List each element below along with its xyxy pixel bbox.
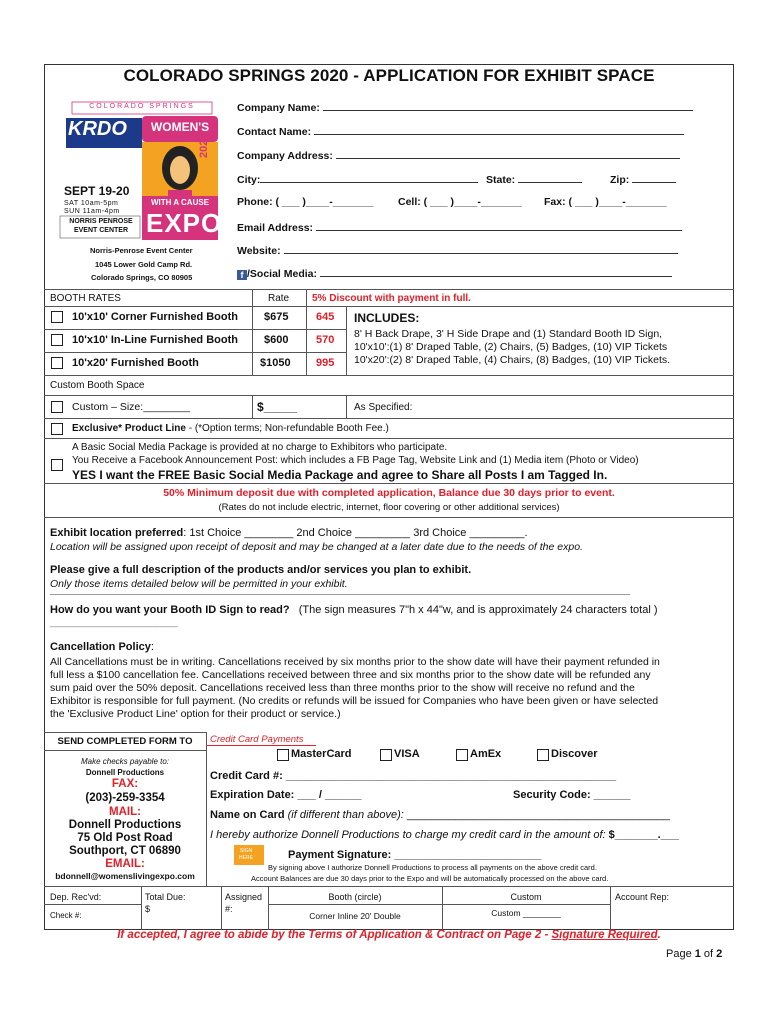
mail-address-3: Southport, CT 06890 — [69, 845, 181, 857]
city-field[interactable] — [237, 172, 478, 186]
custom-booth-checkbox[interactable] — [51, 401, 63, 413]
social-package-yes: YES I want the FREE Basic Social Media Package and agree to Share all Posts I am Tagged In. — [72, 468, 608, 482]
acceptance-period: . — [657, 929, 661, 941]
deposit-received: Dep. Rec'vd: — [50, 892, 102, 902]
exclusive-line-text — [72, 423, 389, 434]
location-preferred[interactable] — [50, 527, 528, 539]
city-label: City: — [237, 174, 261, 186]
booth-double-label: 10'x20' Furnished Booth — [72, 357, 199, 369]
includes-line-3: 10'x20':(2) 8' Draped Table, (4) Chairs, (8) Badges, (10) VIP Tickets. — [354, 354, 671, 366]
security-code-field[interactable]: Security Code: ______ — [513, 789, 631, 801]
cell-field[interactable]: Cell: ( ___ )____-_______ — [398, 196, 522, 208]
mail-heading: MAIL: — [109, 806, 141, 818]
custom-booth-size[interactable]: Custom – Size:________ — [72, 401, 190, 413]
cancellation-line-2: full less a $100 cancellation fee. Cancellations received between three and six months prior to the show date will be refunded any — [50, 669, 651, 681]
contact-name-field[interactable] — [237, 124, 684, 138]
logo-dates: SEPT 19-20 — [64, 184, 130, 198]
custom-booth-header: Custom Booth Space — [50, 380, 145, 391]
payment-signature-field[interactable]: Payment Signature: ________________________ — [288, 849, 542, 861]
booth-double-rate: $1050 — [260, 357, 291, 369]
mastercard-label: MasterCard — [291, 748, 352, 760]
description-blank-line[interactable] — [50, 594, 630, 595]
page-number — [666, 948, 722, 960]
acceptance-statement — [44, 929, 734, 941]
booth-circle-label: Booth (circle) — [328, 892, 382, 902]
total-due: Total Due: — [145, 892, 186, 902]
discount-header: 5% Discount with payment in full. — [312, 293, 471, 304]
rates-note: (Rates do not include electric, internet, floor covering or other additional services) — [218, 502, 560, 513]
description-note: Only those items detailed below will be permitted in your exhibit. — [50, 578, 348, 590]
social-package-checkbox[interactable] — [51, 459, 63, 471]
visa-checkbox[interactable] — [380, 749, 392, 761]
company-name-label: Company Name: — [237, 102, 320, 114]
name-on-card-label: Name on Card — [210, 809, 285, 821]
mail-address-2: 75 Old Post Road — [77, 832, 173, 844]
card-number-field[interactable]: Credit Card #: ______________________________________________________ — [210, 770, 617, 782]
name-on-card-note: (if different than above): — [284, 809, 404, 821]
signature-note-1: By signing above I authorize Donnell Productions to process all payments on the above credit card. — [268, 863, 597, 872]
checks-payable-label: Make checks payable to: — [80, 757, 170, 766]
cancellation-line-4: Exhibitor is responsible for full payment. (No credits or refunds will be issued for Companies who have been given or have selected — [50, 695, 659, 707]
exclusive-line-label: Exclusive* Product Line — [72, 423, 186, 434]
company-address-field[interactable] — [237, 148, 680, 162]
booth-double-discount: 995 — [316, 357, 335, 369]
booth-corner-discount: 645 — [316, 311, 335, 323]
booth-corner-rate: $675 — [264, 311, 289, 323]
booth-inline-label: 10'x10' In-Line Furnished Booth — [72, 334, 238, 346]
page-current: 1 — [694, 948, 701, 960]
cancellation-line-3: sum paid over the 50% deposit. Cancellations received less than three months prior to the show will receive no refund and the — [50, 682, 635, 694]
page-title: COLORADO SPRINGS 2020 - APPLICATION FOR EXHIBIT SPACE — [123, 66, 655, 85]
description-label: Please give a full description of the products and/or services you plan to exhibit. — [50, 564, 472, 576]
send-form-title: SEND COMPLETED FORM TO — [57, 736, 193, 747]
logo-with-a-cause: WITH A CAUSE — [150, 198, 210, 207]
mastercard-checkbox[interactable] — [277, 749, 289, 761]
includes-title: INCLUDES: — [354, 311, 420, 325]
logo-krdo: KRDO — [68, 118, 127, 140]
custom-booth-spec[interactable]: As Specified: — [354, 402, 413, 413]
company-name-field[interactable] — [237, 100, 693, 114]
exclusive-line-checkbox[interactable] — [51, 423, 63, 435]
booth-inline-rate: $600 — [264, 334, 289, 346]
logo-womens: WOMEN'S — [150, 120, 210, 134]
amex-label: AmEx — [470, 748, 502, 760]
facebook-icon: f — [237, 270, 247, 280]
sign-here-flag — [234, 845, 264, 865]
company-address-label: Company Address: — [237, 150, 333, 162]
page-total: 2 — [716, 948, 723, 960]
visa-label: VISA — [394, 748, 420, 760]
booth-sign-label: How do you want your Booth ID Sign to read? — [50, 604, 290, 616]
booth-sign-question — [50, 604, 657, 616]
phone-field[interactable]: Phone: ( ___ )____-_______ — [237, 196, 374, 208]
discover-checkbox[interactable] — [537, 749, 549, 761]
includes-line-2: 10'x10':(1) 8' Draped Table, (2) Chairs, (5) Badges, (10) VIP Tickets — [354, 341, 668, 353]
zip-label: Zip: — [610, 174, 630, 186]
check-number: Check #: — [50, 911, 82, 920]
expiration-field[interactable]: Expiration Date: ___ / ______ — [210, 789, 362, 801]
name-on-card-blank: ___________________________________________ — [403, 809, 670, 821]
office-custom-line: Custom ________ — [491, 908, 561, 918]
booth-sign-input[interactable]: _______________________ — [50, 617, 178, 628]
credit-card-title: Credit Card Payments — [210, 734, 304, 745]
social-media-label: /Social Media: — [247, 268, 318, 280]
discover-label: Discover — [551, 748, 598, 760]
email-label: Email Address: — [237, 222, 314, 234]
assigned-label: Assigned — [225, 892, 263, 902]
cancellation-line-5: the 'Exclusive Product Line' option for their product or service.) — [50, 708, 341, 720]
signature-required-link[interactable]: Signature Required — [551, 929, 658, 941]
booth-corner-label: 10'x10' Corner Furnished Booth — [72, 311, 238, 323]
account-rep: Account Rep: — [615, 892, 670, 902]
logo-year: 2020 — [198, 133, 210, 158]
assigned-number: #: — [225, 904, 233, 914]
email-heading: EMAIL: — [105, 858, 145, 870]
custom-booth-rate[interactable]: $_____ — [257, 400, 298, 414]
authorize-amount-field[interactable] — [210, 829, 679, 841]
venue-name: Norris-Penrose Event Center — [90, 246, 193, 255]
acceptance-text: If accepted, I agree to abide by the Terms of Application & Contract on Page 2 - — [117, 929, 552, 941]
logo-venue-line1: NORRIS PENROSE — [69, 218, 133, 225]
cancellation-title: Cancellation Policy — [50, 641, 151, 653]
page-of: of — [700, 948, 717, 960]
zip-field[interactable] — [610, 172, 676, 186]
social-media-field[interactable] — [237, 266, 672, 280]
logo-venue-line2: EVENT CENTER — [73, 227, 129, 234]
sign-here-text: SIGN HERE — [239, 848, 253, 861]
contact-name-label: Contact Name: — [237, 126, 312, 138]
social-package-line-2: You Receive a Facebook Announcement Post: which includes a FB Page Tag, Website Link and (1) Media item (Photo or Video) — [72, 455, 639, 466]
logo-expo: EXPO — [146, 208, 223, 238]
fax-number: (203)-259-3354 — [85, 792, 165, 804]
deposit-line: 50% Minimum deposit due with completed application, Balance due 30 days prior to event. — [163, 487, 615, 499]
email-field[interactable] — [237, 220, 682, 234]
booth-circle-options: Corner Inline 20' Double — [309, 911, 401, 921]
office-custom-label: Custom — [510, 892, 542, 902]
booth-rates-header: BOOTH RATES — [50, 293, 121, 304]
fax-field[interactable]: Fax: ( ___ )____-_______ — [544, 196, 667, 208]
location-label: Exhibit location preferred — [50, 527, 184, 539]
booth-sign-note: (The sign measures 7"h x 44"w, and is approximately 24 characters total ) — [298, 604, 658, 616]
name-on-card-field[interactable] — [210, 809, 670, 821]
cancellation-line-1: All Cancellations must be in writing. Cancellations received by six months prior to the show date will have their payment refunded in — [50, 656, 660, 668]
booth-double-checkbox[interactable] — [51, 357, 63, 369]
includes-line-1: 8' H Back Drape, 3' H Side Drape and (1) Standard Booth ID Sign, — [354, 328, 663, 340]
logo-sat-hours: SAT 10am-5pm — [64, 200, 119, 207]
website-label: Website: — [237, 245, 281, 257]
fax-heading: FAX: — [111, 778, 139, 790]
logo-sun-hours: SUN 11am-4pm — [64, 208, 120, 215]
location-note: Location will be assigned upon receipt of deposit and may be changed at a later date due to the needs of the expo. — [50, 541, 583, 553]
page-prefix: Page — [666, 948, 695, 960]
email-address-link[interactable]: bdonnell@womenslivingexpo.com — [55, 871, 195, 881]
amex-checkbox[interactable] — [456, 749, 468, 761]
website-field[interactable] — [237, 243, 678, 257]
logo-network: NETWORK — [80, 140, 126, 146]
mail-address-1: Donnell Productions — [68, 819, 182, 831]
authorize-amount: $_______.___ — [605, 829, 680, 841]
exclusive-line-terms: - (*Option terms; Non-refundable Booth Fee.) — [185, 423, 389, 434]
expo-logo — [58, 96, 224, 242]
cancellation-heading: Cancellation Policy: — [50, 641, 154, 653]
logo-banner: COLORADO SPRINGS — [89, 103, 195, 110]
social-package-line-1: A Basic Social Media Package is provided at no charge to Exhibitors who participate. — [72, 442, 448, 453]
signature-note-2: Account Balances are due 30 days prior to the Expo and will be automatically processed on the above card. — [251, 874, 609, 883]
checks-payee: Donnell Productions — [85, 768, 165, 777]
authorize-text: I hereby authorize Donnell Productions to charge my credit card in the amount of: — [210, 829, 606, 841]
total-due-amount: $ — [145, 904, 151, 914]
venue-city: Colorado Springs, CO 80905 — [91, 273, 193, 282]
rate-header: Rate — [268, 293, 290, 304]
state-label: State: — [486, 174, 516, 186]
state-field[interactable] — [486, 172, 582, 186]
booth-corner-checkbox[interactable] — [51, 311, 63, 323]
booth-inline-checkbox[interactable] — [51, 334, 63, 346]
booth-inline-discount: 570 — [316, 334, 335, 346]
venue-street: 1045 Lower Gold Camp Rd. — [95, 260, 193, 269]
location-choices: : 1st Choice ________ 2nd Choice _________ 3rd Choice _________. — [183, 527, 528, 539]
